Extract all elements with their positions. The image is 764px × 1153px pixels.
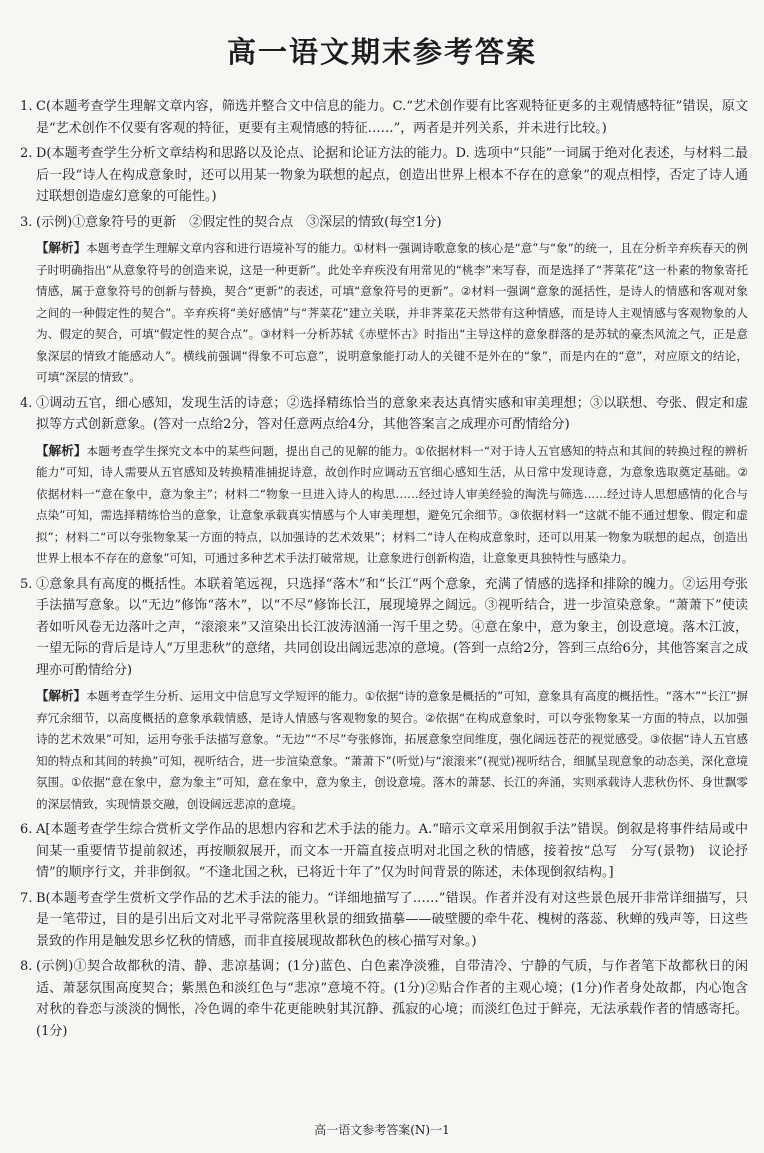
answer-item [20,143,748,208]
answer-number: 2. [20,146,33,161]
answer-number: 1. [20,99,33,114]
answer-item [20,96,748,139]
page-footer: 高一语文参考答案(N)一1 [314,1123,450,1137]
answer-text: (示例)①契合故都秋的清、静、悲凉基调；(1分)蓝色、白色素净淡雅，自带清冷、宁静的气质，与作者笔下故都秋日的闲适、萧瑟氛围高度契合；紫黑色和淡红色与“悲凉”意境不符。(1分)②贴合作者的主观心境；(1分)作者身处故都，内心饱含对秋的眷恋与淡淡的惆怅，冷色调的牵牛花更能映射其沉静、孤寂的心境；而淡红色过于鲜亮，无法承载作者的情感寄托。(1分) [36,959,748,1039]
answer-item [20,888,748,953]
answer-item [20,393,748,436]
answer-text: ①意象具有高度的概括性。本联着笔远视，只选择“落木”和“长江”两个意象，充满了情感的选择和排除的魄力。②运用夸张手法描写意象。以“无边”修饰“落木”，以“不尽”修饰长江，展现境界之阔远。③视听结合，进一步渲染意象。“萧萧下”使读者如听风卷无边落叶之声，“滚滚来”又渲染出长江波涛汹涌一泻千里之势。④意在象中，意为象主，创设意境。落木江波，一望无际的背后是诗人“万里悲秋”的意绪，共同创设出阔远悲凉的意境。(答到一点给2分，答到三点给6分，其他答案言之成理亦可酌情给分) [36,576,748,678]
answer-text: A[本题考查学生综合赏析文学作品的思想内容和艺术手法的能力。A.“暗示文章采用倒叙手法”错误。倒叙是将事件结局或中间某一重要情节提前叙述，再按顺叙展开，而文本一开篇直接点明对北国之秋的情感，接着按“总写 分写(景物) 议论抒情”的顺序行文，并非倒叙。“不逢北国之秋，已将近十年了”仅为时间背景的陈述，未体现倒叙结构。] [36,822,748,880]
answer-item [20,819,748,884]
analysis-block [20,685,748,815]
analysis-block [20,237,748,389]
analysis-block [20,440,748,570]
answers-list [20,96,748,1046]
answer-number: 3. [20,214,33,230]
answer-text: D(本题考查学生分析文章结构和思路以及论点、论据和论证方法的能力。D. 选项中“只能”一词属于绝对化表述，与材料二最后一段“诗人在构成意象时，还可以用某一物象为联想的起点，创造出世界上根本不存在的意象”的观点相悖，否定了诗人通过联想创造虚幻意象的可能性。) [36,146,748,204]
page-title: 高一语文期末参考答案 [226,35,537,69]
analysis-tag: 【解析】 [36,442,87,458]
answer-text: C(本题考查学生理解文章内容，筛选并整合文中信息的能力。C.“艺术创作要有比客观特征更多的主观情感特征”错误，原文是“艺术创作不仅要有客观的特征，更要有主观情感的特征……”，两者是并列关系，并未进行比较。) [36,99,748,136]
answer-item [20,574,748,682]
answer-text: 本题考查学生探究文本中的某些问题，提出自己的见解的能力。①依据材料一“对于诗人五官感知的特点和其间的转换过程的辨析能力”可知，诗人需要从五官感知及转换精准捕捉诗意，故创作时应调动五官细心感知生活，从日常中发现诗意，为意象选取奠定基础。②依据材料一“意在象中，意为象主”；材料二“物象一旦进入诗人的构思……经过诗人审美经验的淘洗与筛选……经过诗人思想感情的化合与点染”可知，需选择精练恰当的意象，让意象承载真实情感与个人审美理想，避免冗余细节。③依据材料一“这就不能不通过想象、假定和虚拟”；材料二“可以夸张物象某一方面的特点，以加强诗的艺术效果”；材料二“诗人在构成意象时，还可以用某一物象为联想的起点，创造出世界上根本不存在的意象”可知，可通过多种艺术手法打破常规，让意象进行创新构造，让意象更具独特性与感染力。 [36,443,748,565]
answer-number: 7. [20,890,33,906]
answer-item [20,212,748,234]
answer-text: 本题考查学生分析、运用文中信息写文学短评的能力。①依据“诗的意象是概括的”可知，意象具有高度的概括性。“落木”“长江”摒弃冗余细节，以高度概括的意象承载情感，是诗人情感与客观物象的契合。②依据“在构成意象时，可以夸张物象某一方面的特点，以加强诗的艺术效果”可知，运用夸张手法描写意象。“无边”“不尽”夸张修饰，拓展意象空间维度，强化阔远苍茫的视觉感受。③依据“诗人五官感知的特点和其间的转换”可知，视听结合，进一步渲染意象。“萧萧下”(听觉)与“滚滚来”(视觉)视听结合，细腻呈现意象的动态美，深化意境氛围。①依据“意在象中，意为象主”可知，意在象中，意为象主，创设意境。落木的萧瑟、长江的奔涌，实则承载诗人悲秋伤怀、身世飘零的深层情致，实现情景交融，创设阔远悲凉的意境。 [36,689,748,811]
answer-text: 本题考查学生理解文章内容和进行语境补写的能力。①材料一强调诗歌意象的核心是“意”与“象”的统一，且在分析辛弃疾春天的例子时明确指出“从意象符号的创造来说，这是一种更新”。此处辛弃疾没有用常见的“桃李”来写春，而是选择了“荠菜花”这一朴素的物象寄托情感，属于意象符号的创新与替换，契合“更新”的表述，可填“意象符号的更新”。②材料一强调“意象的涎括性，是诗人的情感和客观对象之间的一种假定性的契合”。辛弃疾将“美好感情”与“荠菜花”建立关联，并非荠菜花天然带有这种情感，而是诗人主观情感与客观物象的人为、假定的契合，可填“假定性的契合点”。③材料一分析苏轼《赤壁怀古》时指出“主导这样的意象群落的是苏轼的豪杰风流之气，正是意象深层的情致才能感动人”。横线前强调“得象不可忘意”，说明意象能打动人的关键不是外在的“象”，而是内在的“意”，对应原文的结论，可填“深层的情致”。 [36,241,748,384]
analysis-tag: 【解析】 [36,240,87,255]
answer-text: B(本题考查学生赏析文学作品的艺术手法的能力。“详细地描写了……”错误。作者并没有对这些景色展开非常详细描写，只是一笔带过，目的是引出后文对北平寻常院落里秋景的细致描摹——破壁腰的牵牛花、槐树的落蕊、秋蝉的残声等，日这些景致的作用是触发思乡忆秋的情感，而非直接展现故都秋色的核心描写对象。) [36,890,748,949]
analysis-tag: 【解析】 [36,688,87,703]
answer-item [20,956,748,1042]
answer-number: 4. [20,395,33,411]
answer-number: 5. [20,576,33,592]
answer-number: 6. [20,822,33,837]
answer-number: 8. [20,959,33,974]
answer-text: (示例)①意象符号的更新 ②假定性的契合点 ③深层的情致(每空1分) [36,214,442,230]
answer-text: ①调动五官，细心感知，发现生活的诗意；②选择精练恰当的意象来表达真情实感和审美理想；③以联想、夸张、假定和虚拟等方式创新意象。(答对一点给2分，答对任意两点给4分，其他答案言之成理亦可酌情给分) [36,395,748,432]
